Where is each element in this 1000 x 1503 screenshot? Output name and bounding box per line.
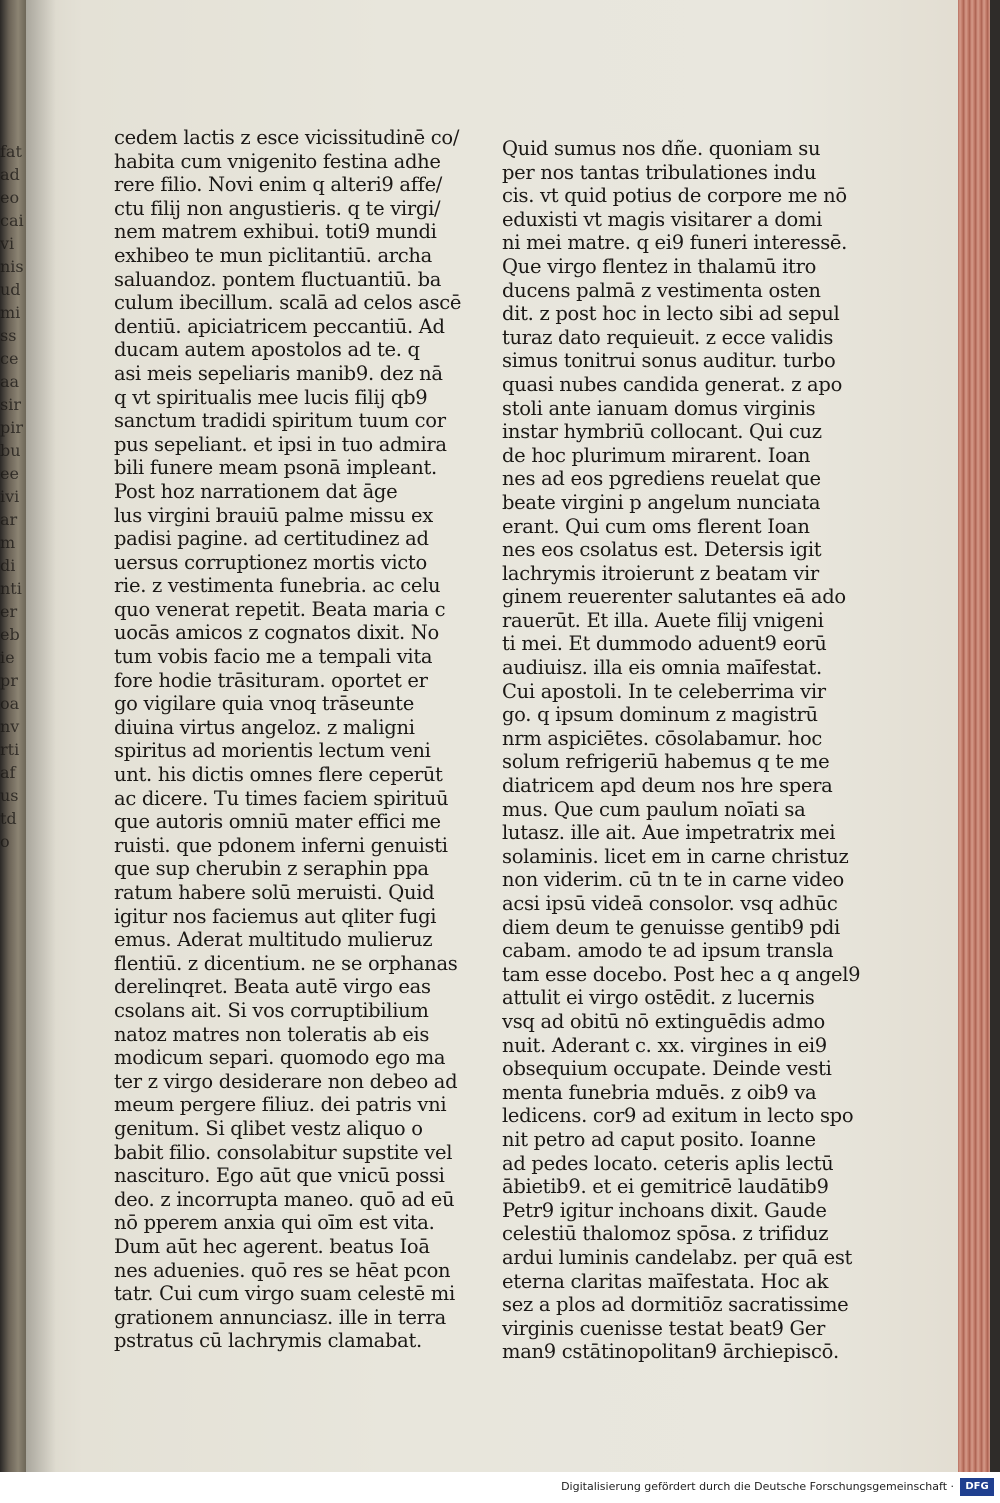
text-line: ducam autem apostolos ad te. q (114, 338, 420, 362)
text-line: ruisti. que pdonem inferni genuisti (114, 833, 448, 857)
text-line: exhibeo te mun piclitantiū. archa (114, 243, 432, 267)
text-line: go. q ipsum dominum z magistrū (502, 703, 818, 727)
text-line: go vigilare quia vnoq trāseunte (114, 692, 414, 716)
text-line: sanctum tradidi spiritum tuum cor (114, 409, 446, 433)
viewer-footer (0, 1472, 1000, 1503)
text-line: derelinqret. Beata autē virgo eas (114, 975, 431, 999)
text-line: nes ad eos pgrediens reuelat que (502, 467, 821, 491)
text-line: simus tonitrui sonus auditur. turbo (502, 349, 836, 373)
text-line: nit petro ad caput posito. Ioanne (502, 1127, 816, 1151)
text-line: diuina virtus angeloz. z maligni (114, 715, 415, 739)
text-line: Cui apostoli. In te celeberrima vir (502, 679, 826, 703)
text-line: meum pergere filiuz. dei patris vni (114, 1093, 447, 1117)
text-line: ābietib9. et ei gemitricē laudātib9 (502, 1175, 829, 1199)
text-line: csolans ait. Si vos corruptibilium (114, 998, 429, 1022)
text-line: dit. z post hoc in lecto sibi ad sepul (502, 302, 840, 326)
text-line: tam esse docebo. Post hec a q angel9 (502, 962, 861, 986)
text-line: nes aduenies. quō res se hēat pcon (114, 1258, 451, 1282)
text-line: obsequium occupate. Deinde vesti (502, 1057, 832, 1081)
text-line: nes eos csolatus est. Detersis igit (502, 538, 822, 562)
text-line: pstratus cū lachrymis clamabat. (114, 1329, 422, 1353)
funding-credit: Digitalisierung gefördert durch die Deutsche Forschungsgemeinschaft · (561, 1480, 954, 1493)
text-line: nō pperem anxia qui oīm est vita. (114, 1211, 435, 1235)
text-line: stoli ante ianuam domus virginis (502, 396, 816, 420)
text-line: ardui luminis candelabz. per quā est (502, 1245, 853, 1269)
text-line: solum refrigeriū habemus q te me (502, 750, 830, 774)
text-line: nuit. Aderant c. xx. virgines in ei9 (502, 1033, 827, 1057)
text-line: unt. his dictis omnes flere ceperūt (114, 763, 443, 787)
text-line: ratum habere solū meruisti. Quid (114, 881, 435, 904)
text-line: rauerūt. Et illa. Auete filij vnigeni (502, 608, 824, 632)
text-line: virginis cuenisse testat beat9 Ger (502, 1316, 826, 1340)
text-line: que autoris omniū mater effici me (114, 810, 441, 834)
text-line: cedem lactis z esce vicissitudinē co/ (114, 126, 460, 149)
text-line: diem deum te genuisse gentib9 pdi (502, 915, 840, 939)
text-line: ter z virgo desiderare non debeo ad (114, 1069, 458, 1093)
text-line: rie. z vestimenta funebria. ac celu (114, 574, 441, 598)
text-line: per nos tantas tribulationes indu (502, 160, 817, 184)
text-line: pus sepeliant. et ipsi in tuo admira (114, 432, 447, 456)
text-line: rere filio. Novi enim q alteri9 affe/ (114, 173, 443, 197)
text-line: natoz matres non toleratis ab eis (114, 1022, 430, 1046)
text-line: bili funere meam psonā impleant. (114, 456, 437, 480)
text-line: uocās amicos z cognatos dixit. No (114, 621, 439, 645)
text-line: flentiū. z dicentium. ne se orphanas (114, 951, 458, 975)
text-line: quo venerat repetit. Beata maria c (114, 597, 446, 621)
text-line: diatricem apd deum nos hre spera (502, 774, 833, 798)
text-line: ad pedes locato. ceteris aplis lectū (502, 1151, 834, 1175)
text-line: padisi pagine. ad certitudinez ad (114, 527, 429, 551)
text-line: attulit ei virgo ostēdit. z lucernis (502, 986, 815, 1010)
text-line: ducens palmā z vestimenta osten (502, 278, 821, 302)
text-line: eterna claritas maīfestata. Hoc ak (502, 1269, 829, 1293)
text-line: celestiū thalomoz spōsa. z trifiduz (502, 1222, 829, 1246)
text-line: culum ibecillum. scalā ad celos ascē (114, 291, 462, 315)
text-line: modicum separi. quomodo ego ma (114, 1046, 446, 1070)
text-line: grationem annunciasz. ille in terra (114, 1305, 446, 1329)
text-line: nem matrem exhibui. toti9 mundi (114, 220, 437, 244)
text-line: asi meis sepeliaris manib9. dez nā (114, 361, 443, 385)
text-line: de hoc plurimum mirarent. Ioan (502, 443, 811, 467)
text-line: lutasz. ille ait. Aue impetratrix mei (502, 821, 836, 845)
text-line: erant. Qui cum oms flerent Ioan (502, 514, 810, 538)
text-line: lus virgini brauiū palme missu ex (114, 503, 433, 527)
text-line: lachrymis itroierunt z beatam vir (502, 561, 819, 585)
text-line: q vt spiritualis mee lucis filij qb9 (114, 385, 428, 409)
text-line: quasi nubes candida generat. z apo (502, 372, 843, 396)
text-line: mus. Que cum paulum noīati sa (502, 797, 806, 821)
text-line: beate virgini p angelum nunciata (502, 490, 821, 514)
text-line: ac dicere. Tu times faciem spirituū (114, 786, 449, 810)
text-line: uersus corruptionez mortis victo (114, 550, 427, 574)
text-line: audiuisz. illa eis omnia maīfestat. (502, 656, 822, 680)
text-line: nasciturо. Ego aūt que vnicū possi (114, 1164, 445, 1188)
text-line: saluandoz. pontem fluctuantiū. ba (114, 267, 442, 291)
text-line: non viderim. cū tn te in carne video (502, 868, 844, 892)
text-line: instar hymbriū collocant. Qui cuz (502, 420, 822, 444)
text-line: fore hodie trāsituram. oportet er (114, 668, 428, 692)
text-line: tatr. Cui cum virgo suam celestē mi (114, 1282, 455, 1306)
text-line: spiritus ad morientis lectum veni (114, 739, 431, 763)
text-line: turaz dato requieuit. z ecce validis (502, 325, 834, 349)
text-line: ginem reuerenter salutantes eā ado (502, 585, 846, 609)
text-line: babit filio. consolabitur supstite vel (114, 1140, 453, 1164)
text-line: nrm aspiciētes. cōsolabamur. hoc (502, 726, 823, 750)
text-line: dentiū. apiciatricem peccantiū. Ad (114, 314, 445, 338)
text-line: que sup cherubin z seraphin ppa (114, 857, 429, 881)
text-line: man9 cstātinopolitan9 ārchiepiscō. (502, 1340, 839, 1364)
text-line: cis. vt quid potius de corpore me nō (502, 184, 847, 208)
text-line: sez a plos ad dormitiōz sacratissime (502, 1293, 849, 1317)
left-text-column (114, 126, 462, 1353)
text-line: Post hoz narrationem dat āge (114, 479, 398, 503)
text-line: vsq ad obitū nō extinguēdis admo (502, 1009, 825, 1033)
text-line: Quid sumus nos dñe. quoniam su (502, 137, 821, 160)
text-line: emus. Aderat multitudo mulieruz (114, 928, 433, 952)
text-line: Que virgo flentez in thalamū itro (502, 254, 817, 278)
text-line: eduxisti vt magis visitarer a domi (502, 207, 823, 231)
text-line: acsi ipsū videā consolor. vsq adhūc (502, 892, 838, 915)
text-line: cabam. amodo te ad ipsum transla (502, 939, 834, 963)
left-page-text-fragments: fatadeocaivinisudmissceaasirpirbueeiviarmdintierebieproanvrtiafustdo (0, 142, 24, 851)
text-line: solaminis. licet em in carne christuz (502, 844, 849, 868)
text-line: igitur nos faciemus aut qliter fugi (114, 904, 437, 928)
text-line: ti mei. Et dummodo aduent9 eorū (502, 632, 827, 656)
text-line: ledicens. cor9 ad exitum in lecto spo (502, 1104, 854, 1128)
text-line: Petr9 igitur inchoans dixit. Gaude (502, 1198, 827, 1222)
left-page-edge (0, 0, 26, 1472)
text-line: Dum aūt hec agerent. beatus Ioā (114, 1234, 430, 1258)
text-line: ctu filij non angustieris. q te virgi/ (114, 196, 441, 220)
text-line: deo. z incorrupta maneo. quō ad eū (114, 1187, 455, 1211)
text-line: genitum. Si qlibet vestz aliquo o (114, 1116, 423, 1140)
dfg-logo: DFG (960, 1478, 994, 1496)
text-line: menta funebria mduēs. z oib9 va (502, 1080, 817, 1104)
text-line: ni mei matre. q ei9 funeri interessē. (502, 231, 848, 255)
text-line: tum vobis facio me a tempali vita (114, 645, 433, 669)
right-text-column (502, 137, 861, 1364)
book-cover-edge (990, 0, 1000, 1472)
gutter-shadow (26, 0, 56, 1472)
text-line: habita cum vnigenito festina adhe (114, 149, 441, 173)
